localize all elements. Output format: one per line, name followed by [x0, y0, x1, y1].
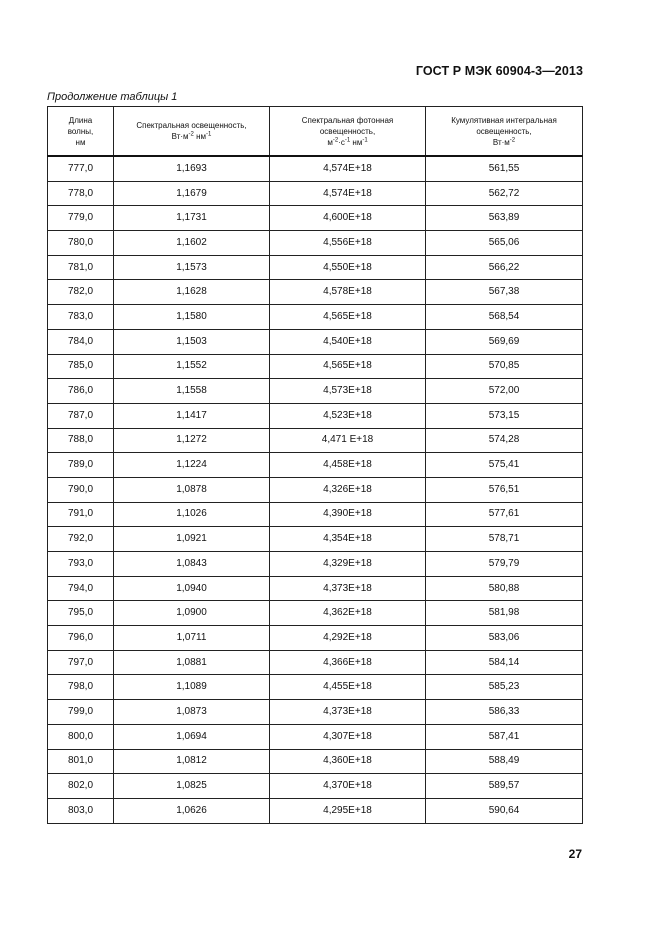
cell-wavelength: 800,0 — [48, 724, 114, 749]
cell-photon-irradiance: 4,574E+18 — [270, 156, 426, 181]
cell-cumulative-irradiance: 568,54 — [426, 305, 583, 330]
cell-photon-irradiance: 4,565E+18 — [270, 354, 426, 379]
cell-spectral-irradiance: 1,1417 — [114, 403, 270, 428]
cell-cumulative-irradiance: 586,33 — [426, 700, 583, 725]
unit-exponent: -1 — [362, 136, 368, 143]
header-cumulative-irradiance-title2: освещенность, — [476, 126, 532, 136]
cell-spectral-irradiance: 1,1224 — [114, 453, 270, 478]
header-cumulative-irradiance-unit — [493, 138, 515, 147]
cell-photon-irradiance: 4,574E+18 — [270, 181, 426, 206]
cell-wavelength: 782,0 — [48, 280, 114, 305]
cell-spectral-irradiance: 1,0843 — [114, 552, 270, 577]
table-row — [48, 156, 583, 181]
cell-spectral-irradiance: 1,1693 — [114, 156, 270, 181]
cell-spectral-irradiance: 1,0626 — [114, 798, 270, 823]
header-spectral-irradiance — [114, 107, 270, 157]
table-row — [48, 231, 583, 256]
cell-cumulative-irradiance: 563,89 — [426, 206, 583, 231]
cell-wavelength: 789,0 — [48, 453, 114, 478]
cell-cumulative-irradiance: 567,38 — [426, 280, 583, 305]
cell-wavelength: 791,0 — [48, 502, 114, 527]
cell-spectral-irradiance: 1,1503 — [114, 329, 270, 354]
cell-spectral-irradiance: 1,0711 — [114, 626, 270, 651]
table-row — [48, 305, 583, 330]
cell-wavelength: 784,0 — [48, 329, 114, 354]
cell-wavelength: 779,0 — [48, 206, 114, 231]
unit-part: Вт·м — [492, 137, 510, 147]
table-row — [48, 453, 583, 478]
cell-photon-irradiance: 4,329E+18 — [270, 552, 426, 577]
cell-photon-irradiance: 4,370E+18 — [270, 774, 426, 799]
cell-cumulative-irradiance: 581,98 — [426, 601, 583, 626]
table-row — [48, 552, 583, 577]
cell-wavelength: 798,0 — [48, 675, 114, 700]
cell-wavelength: 793,0 — [48, 552, 114, 577]
cell-cumulative-irradiance: 569,69 — [426, 329, 583, 354]
cell-spectral-irradiance: 1,1679 — [114, 181, 270, 206]
table-row — [48, 749, 583, 774]
cell-photon-irradiance: 4,550E+18 — [270, 255, 426, 280]
cell-photon-irradiance: 4,540E+18 — [270, 329, 426, 354]
cell-wavelength: 790,0 — [48, 477, 114, 502]
table-row — [48, 675, 583, 700]
unit-part: м — [327, 137, 333, 147]
cell-wavelength: 785,0 — [48, 354, 114, 379]
unit-part: Вт·м — [171, 132, 189, 141]
cell-spectral-irradiance: 1,1552 — [114, 354, 270, 379]
cell-wavelength: 801,0 — [48, 749, 114, 774]
cell-cumulative-irradiance: 574,28 — [426, 428, 583, 453]
table-row — [48, 379, 583, 404]
unit-part: ·с — [338, 137, 345, 147]
cell-spectral-irradiance: 1,0694 — [114, 724, 270, 749]
header-photon-irradiance-title2: освещенность, — [319, 126, 376, 136]
cell-photon-irradiance: 4,471 E+18 — [270, 428, 426, 453]
cell-photon-irradiance: 4,360E+18 — [270, 749, 426, 774]
cell-wavelength: 796,0 — [48, 626, 114, 651]
cell-cumulative-irradiance: 584,14 — [426, 650, 583, 675]
cell-spectral-irradiance: 1,0940 — [114, 576, 270, 601]
table-row — [48, 601, 583, 626]
cell-cumulative-irradiance: 583,06 — [426, 626, 583, 651]
cell-photon-irradiance: 4,362E+18 — [270, 601, 426, 626]
cell-photon-irradiance: 4,600E+18 — [270, 206, 426, 231]
cell-wavelength: 803,0 — [48, 798, 114, 823]
cell-wavelength: 787,0 — [48, 403, 114, 428]
cell-spectral-irradiance: 1,0812 — [114, 749, 270, 774]
cell-photon-irradiance: 4,578E+18 — [270, 280, 426, 305]
header-photon-irradiance-title: Спектральная фотонная — [301, 115, 394, 125]
cell-spectral-irradiance: 1,1580 — [114, 305, 270, 330]
table-row — [48, 354, 583, 379]
cell-photon-irradiance: 4,307E+18 — [270, 724, 426, 749]
cell-wavelength: 799,0 — [48, 700, 114, 725]
cell-wavelength: 788,0 — [48, 428, 114, 453]
cell-wavelength: 786,0 — [48, 379, 114, 404]
header-cumulative-irradiance-title: Кумулятивная интегральная — [451, 115, 557, 125]
cell-cumulative-irradiance: 570,85 — [426, 354, 583, 379]
table-row — [48, 798, 583, 823]
unit-part: нм — [350, 137, 363, 147]
cell-cumulative-irradiance: 580,88 — [426, 576, 583, 601]
table-row — [48, 181, 583, 206]
header-photon-irradiance-unit — [327, 138, 367, 147]
cell-wavelength: 777,0 — [48, 156, 114, 181]
cell-wavelength: 792,0 — [48, 527, 114, 552]
cell-wavelength: 781,0 — [48, 255, 114, 280]
cell-photon-irradiance: 4,556E+18 — [270, 231, 426, 256]
table-row — [48, 255, 583, 280]
table-row — [48, 626, 583, 651]
table-row — [48, 700, 583, 725]
table-row — [48, 527, 583, 552]
unit-part: нм — [193, 132, 207, 141]
unit-exponent: -1 — [206, 131, 212, 138]
document-header: ГОСТ Р МЭК 60904-3—2013 — [415, 64, 583, 78]
cell-spectral-irradiance: 1,1628 — [114, 280, 270, 305]
cell-cumulative-irradiance: 585,23 — [426, 675, 583, 700]
table-row — [48, 428, 583, 453]
cell-wavelength: 794,0 — [48, 576, 114, 601]
cell-photon-irradiance: 4,523E+18 — [270, 403, 426, 428]
cell-photon-irradiance: 4,366E+18 — [270, 650, 426, 675]
table-caption: Продолжение таблицы 1 — [47, 91, 178, 103]
unit-exponent: -2 — [509, 136, 516, 143]
cell-photon-irradiance: 4,373E+18 — [270, 576, 426, 601]
cell-spectral-irradiance: 1,1272 — [114, 428, 270, 453]
table-row — [48, 724, 583, 749]
cell-photon-irradiance: 4,455E+18 — [270, 675, 426, 700]
header-wavelength — [48, 107, 114, 157]
table-row — [48, 502, 583, 527]
cell-cumulative-irradiance: 577,61 — [426, 502, 583, 527]
header-photon-irradiance — [270, 107, 426, 157]
cell-photon-irradiance: 4,354E+18 — [270, 527, 426, 552]
cell-spectral-irradiance: 1,0873 — [114, 700, 270, 725]
page-number: 27 — [568, 847, 582, 861]
header-wavelength-line2: волны, — [67, 126, 94, 136]
table-row — [48, 650, 583, 675]
cell-spectral-irradiance: 1,0921 — [114, 527, 270, 552]
cell-photon-irradiance: 4,292E+18 — [270, 626, 426, 651]
cell-cumulative-irradiance: 562,72 — [426, 181, 583, 206]
cell-spectral-irradiance: 1,0825 — [114, 774, 270, 799]
unit-exponent: -2 — [188, 131, 194, 138]
cell-cumulative-irradiance: 566,22 — [426, 255, 583, 280]
cell-wavelength: 780,0 — [48, 231, 114, 256]
header-cumulative-irradiance — [426, 107, 583, 157]
cell-cumulative-irradiance: 565,06 — [426, 231, 583, 256]
cell-spectral-irradiance: 1,0900 — [114, 601, 270, 626]
cell-photon-irradiance: 4,326E+18 — [270, 477, 426, 502]
table-row — [48, 403, 583, 428]
cell-spectral-irradiance: 1,1602 — [114, 231, 270, 256]
cell-wavelength: 783,0 — [48, 305, 114, 330]
cell-spectral-irradiance: 1,1731 — [114, 206, 270, 231]
cell-cumulative-irradiance: 587,41 — [426, 724, 583, 749]
cell-spectral-irradiance: 1,1573 — [114, 255, 270, 280]
cell-photon-irradiance: 4,458E+18 — [270, 453, 426, 478]
table-row — [48, 576, 583, 601]
cell-wavelength: 795,0 — [48, 601, 114, 626]
cell-cumulative-irradiance: 588,49 — [426, 749, 583, 774]
cell-wavelength: 802,0 — [48, 774, 114, 799]
cell-spectral-irradiance: 1,1089 — [114, 675, 270, 700]
cell-cumulative-irradiance: 590,64 — [426, 798, 583, 823]
table-row — [48, 280, 583, 305]
cell-cumulative-irradiance: 579,79 — [426, 552, 583, 577]
cell-spectral-irradiance: 1,1026 — [114, 502, 270, 527]
table-row — [48, 206, 583, 231]
cell-cumulative-irradiance: 589,57 — [426, 774, 583, 799]
spectral-irradiance-table — [47, 106, 583, 824]
cell-cumulative-irradiance: 575,41 — [426, 453, 583, 478]
header-spectral-irradiance-unit — [172, 132, 212, 141]
table-row — [48, 774, 583, 799]
cell-spectral-irradiance: 1,1558 — [114, 379, 270, 404]
cell-spectral-irradiance: 1,0878 — [114, 477, 270, 502]
cell-cumulative-irradiance: 578,71 — [426, 527, 583, 552]
table-row — [48, 329, 583, 354]
cell-wavelength: 797,0 — [48, 650, 114, 675]
cell-wavelength: 778,0 — [48, 181, 114, 206]
cell-spectral-irradiance: 1,0881 — [114, 650, 270, 675]
cell-photon-irradiance: 4,573E+18 — [270, 379, 426, 404]
cell-photon-irradiance: 4,295E+18 — [270, 798, 426, 823]
header-wavelength-line1: Длина — [68, 115, 93, 125]
cell-cumulative-irradiance: 561,55 — [426, 156, 583, 181]
cell-photon-irradiance: 4,373E+18 — [270, 700, 426, 725]
cell-cumulative-irradiance: 572,00 — [426, 379, 583, 404]
unit-exponent: -1 — [344, 136, 351, 143]
table-row — [48, 477, 583, 502]
table-body — [48, 156, 583, 823]
cell-cumulative-irradiance: 573,15 — [426, 403, 583, 428]
table-header — [48, 107, 583, 157]
unit-exponent: -2 — [332, 136, 339, 143]
cell-cumulative-irradiance: 576,51 — [426, 477, 583, 502]
header-wavelength-line3: нм — [75, 137, 86, 147]
cell-photon-irradiance: 4,565E+18 — [270, 305, 426, 330]
cell-photon-irradiance: 4,390E+18 — [270, 502, 426, 527]
header-spectral-irradiance-title: Спектральная освещенность, — [136, 121, 247, 130]
